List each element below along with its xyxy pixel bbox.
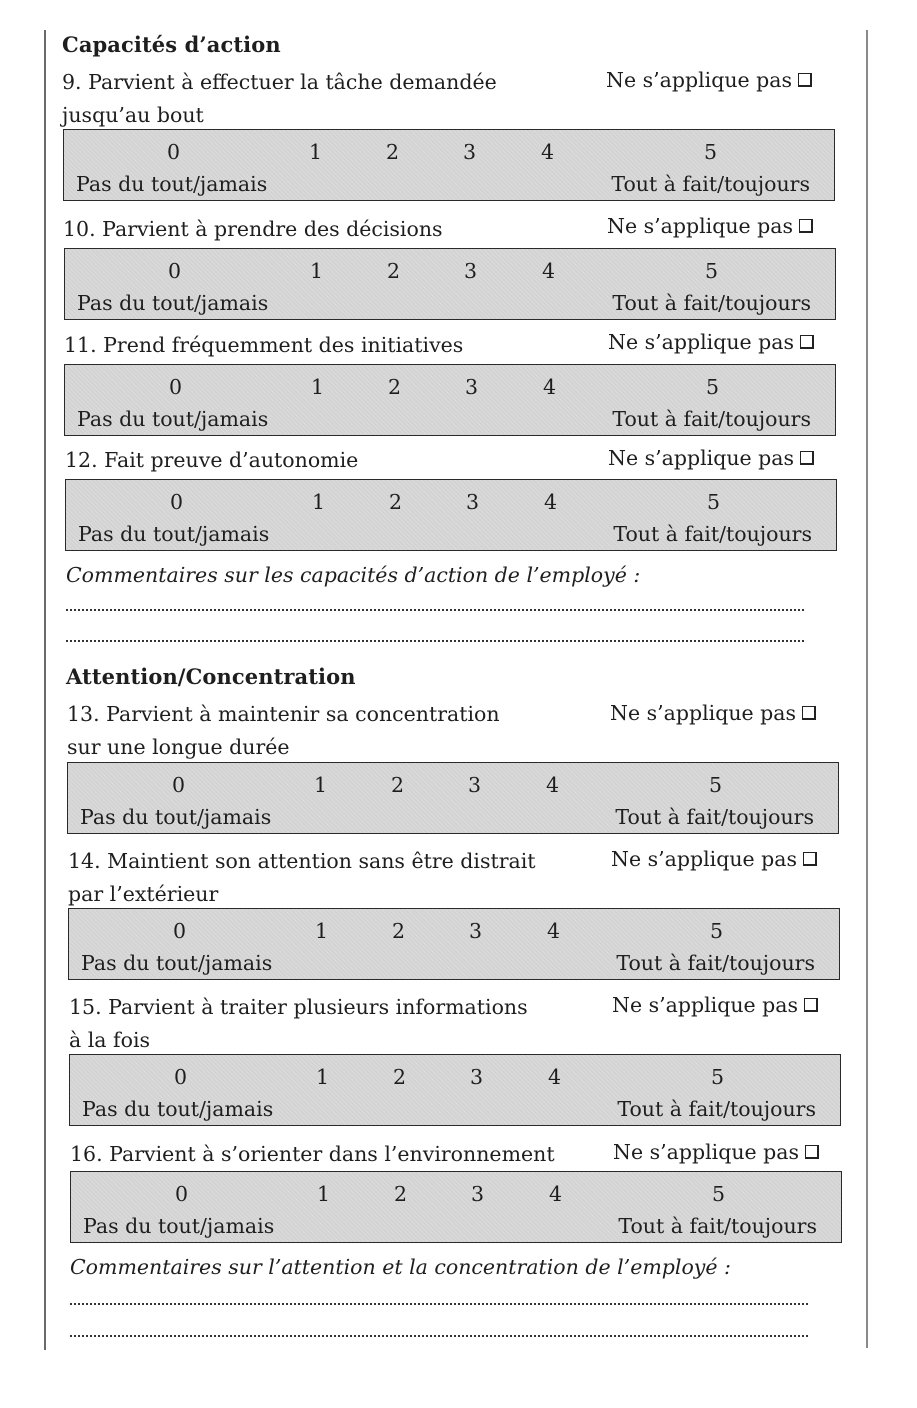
scale-low-label: Pas du tout/jamais (80, 805, 272, 829)
checkbox-icon[interactable] (800, 451, 814, 465)
not-applicable-option[interactable] (608, 446, 814, 470)
not-applicable-label: Ne s’applique pas (612, 993, 799, 1017)
scale-low-label: Pas du tout/jamais (76, 172, 268, 196)
scale-option-4[interactable]: 4 (544, 490, 558, 514)
scale-option-1[interactable]: 1 (309, 140, 323, 164)
rating-scale-q10 (64, 248, 836, 320)
scale-option-3[interactable]: 3 (465, 375, 479, 399)
question-text: Parvient à effectuer la tâche demandée (88, 70, 497, 94)
question-text: Fait preuve d’autonomie (104, 448, 359, 472)
not-applicable-option[interactable] (608, 330, 814, 354)
comment-line-1[interactable] (66, 609, 804, 611)
question-13 (67, 698, 547, 764)
not-applicable-label: Ne s’applique pas (607, 214, 794, 238)
scale-option-0[interactable]: 0 (167, 140, 181, 164)
not-applicable-label: Ne s’applique pas (611, 847, 798, 871)
scale-option-5[interactable]: 5 (712, 1182, 726, 1206)
scale-option-0[interactable]: 0 (170, 490, 184, 514)
scale-option-5[interactable]: 5 (707, 490, 721, 514)
question-text-cont: sur une longue durée (67, 735, 290, 759)
checkbox-icon[interactable] (804, 998, 818, 1012)
not-applicable-label: Ne s’applique pas (608, 446, 795, 470)
scale-option-2[interactable]: 2 (386, 140, 400, 164)
scale-option-5[interactable]: 5 (704, 140, 718, 164)
checkbox-icon[interactable] (803, 852, 817, 866)
comment-label-capacites: Commentaires sur les capacités d’action de l’employé : (66, 563, 641, 587)
scale-option-5[interactable]: 5 (710, 919, 724, 943)
rating-scale-q11 (64, 364, 836, 436)
scale-option-3[interactable]: 3 (469, 919, 483, 943)
rating-scale-q15 (69, 1054, 841, 1126)
scale-option-2[interactable]: 2 (394, 1182, 408, 1206)
scale-low-label: Pas du tout/jamais (81, 951, 273, 975)
scale-option-2[interactable]: 2 (389, 490, 403, 514)
not-applicable-label: Ne s’applique pas (610, 701, 797, 725)
scale-option-4[interactable]: 4 (546, 773, 560, 797)
question-number: 12. (65, 448, 98, 472)
section-title-capacites-action: Capacités d’action (62, 32, 281, 57)
scale-high-label: Tout à fait/toujours (616, 951, 815, 975)
scale-option-2[interactable]: 2 (387, 259, 401, 283)
checkbox-icon[interactable] (805, 1145, 819, 1159)
scale-high-label: Tout à fait/toujours (618, 1214, 817, 1238)
scale-option-2[interactable]: 2 (388, 375, 402, 399)
question-text-cont: à la fois (69, 1028, 151, 1052)
question-number: 14. (68, 849, 101, 873)
question-14 (68, 845, 548, 911)
scale-option-1[interactable]: 1 (312, 490, 326, 514)
not-applicable-option[interactable] (610, 701, 816, 725)
scale-option-0[interactable]: 0 (169, 375, 183, 399)
scale-high-label: Tout à fait/toujours (611, 172, 810, 196)
scale-option-3[interactable]: 3 (463, 140, 477, 164)
checkbox-icon[interactable] (799, 219, 813, 233)
scale-option-4[interactable]: 4 (549, 1182, 563, 1206)
comment-line-2[interactable] (66, 640, 804, 642)
checkbox-icon[interactable] (800, 335, 814, 349)
scale-option-3[interactable]: 3 (466, 490, 480, 514)
rating-scale-q9 (63, 129, 835, 201)
scale-option-0[interactable]: 0 (168, 259, 182, 283)
scale-low-label: Pas du tout/jamais (82, 1097, 274, 1121)
not-applicable-option[interactable] (606, 68, 812, 92)
not-applicable-label: Ne s’applique pas (613, 1140, 800, 1164)
not-applicable-label: Ne s’applique pas (606, 68, 793, 92)
question-16 (70, 1138, 590, 1171)
question-15 (69, 991, 549, 1057)
scale-option-0[interactable]: 0 (172, 773, 186, 797)
not-applicable-option[interactable] (611, 847, 817, 871)
question-text: Parvient à s’orienter dans l’environnement (109, 1142, 555, 1166)
question-11 (64, 329, 544, 362)
question-text: Parvient à maintenir sa concentration (106, 702, 500, 726)
question-number: 11. (64, 333, 97, 357)
scale-option-4[interactable]: 4 (548, 1065, 562, 1089)
not-applicable-label: Ne s’applique pas (608, 330, 795, 354)
question-text: Prend fréquemment des initiatives (103, 333, 464, 357)
scale-option-0[interactable]: 0 (173, 919, 187, 943)
scale-option-5[interactable]: 5 (705, 259, 719, 283)
rating-scale-q12 (65, 479, 837, 551)
question-12 (65, 444, 545, 477)
scale-option-3[interactable]: 3 (464, 259, 478, 283)
scale-option-5[interactable]: 5 (711, 1065, 725, 1089)
scale-option-0[interactable]: 0 (174, 1065, 188, 1089)
question-text-cont: par l’extérieur (68, 882, 219, 906)
scale-option-1[interactable]: 1 (316, 1065, 330, 1089)
question-number: 10. (63, 217, 96, 241)
scale-high-label: Tout à fait/toujours (612, 407, 811, 431)
question-number: 15. (69, 995, 102, 1019)
rating-scale-q13 (67, 762, 839, 834)
scale-high-label: Tout à fait/toujours (617, 1097, 816, 1121)
scale-option-1[interactable]: 1 (310, 259, 324, 283)
scale-option-4[interactable]: 4 (547, 919, 561, 943)
comment-line-2[interactable] (70, 1335, 808, 1337)
question-number: 16. (70, 1142, 103, 1166)
scale-option-1[interactable]: 1 (317, 1182, 331, 1206)
scale-option-3[interactable]: 3 (470, 1065, 484, 1089)
not-applicable-option[interactable] (607, 214, 813, 238)
scale-high-label: Tout à fait/toujours (615, 805, 814, 829)
question-9 (62, 66, 542, 132)
scale-option-4[interactable]: 4 (541, 140, 555, 164)
question-text: Parvient à traiter plusieurs informations (108, 995, 528, 1019)
scale-high-label: Tout à fait/toujours (612, 291, 811, 315)
section-title-attention-concentration: Attention/Concentration (66, 664, 356, 689)
question-text-cont: jusqu’au bout (62, 103, 204, 127)
question-text: Maintient son attention sans être distrait (107, 849, 536, 873)
rating-scale-q14 (68, 908, 840, 980)
scale-high-label: Tout à fait/toujours (613, 522, 812, 546)
not-applicable-option[interactable] (613, 1140, 819, 1164)
scale-option-1[interactable]: 1 (311, 375, 325, 399)
comment-label-attention: Commentaires sur l’attention et la concentration de l’employé : (70, 1255, 731, 1279)
not-applicable-option[interactable] (612, 993, 818, 1017)
scale-low-label: Pas du tout/jamais (77, 407, 269, 431)
scale-low-label: Pas du tout/jamais (78, 522, 270, 546)
scale-option-5[interactable]: 5 (706, 375, 720, 399)
scale-option-4[interactable]: 4 (542, 259, 556, 283)
question-10 (63, 213, 543, 246)
scale-option-1[interactable]: 1 (315, 919, 329, 943)
scale-low-label: Pas du tout/jamais (77, 291, 269, 315)
question-number: 9. (62, 70, 82, 94)
question-number: 13. (67, 702, 100, 726)
scale-option-3[interactable]: 3 (468, 773, 482, 797)
scale-option-2[interactable]: 2 (391, 773, 405, 797)
scale-option-4[interactable]: 4 (543, 375, 557, 399)
rating-scale-q16 (70, 1171, 842, 1243)
right-margin-rule (866, 30, 868, 1348)
checkbox-icon[interactable] (802, 706, 816, 720)
scale-option-5[interactable]: 5 (709, 773, 723, 797)
question-text: Parvient à prendre des décisions (102, 217, 443, 241)
scale-low-label: Pas du tout/jamais (83, 1214, 275, 1238)
left-margin-rule (44, 30, 46, 1350)
scale-option-1[interactable]: 1 (314, 773, 328, 797)
scale-option-2[interactable]: 2 (392, 919, 406, 943)
checkbox-icon[interactable] (798, 73, 812, 87)
scale-option-3[interactable]: 3 (471, 1182, 485, 1206)
scale-option-0[interactable]: 0 (175, 1182, 189, 1206)
comment-line-1[interactable] (70, 1303, 808, 1305)
scale-option-2[interactable]: 2 (393, 1065, 407, 1089)
